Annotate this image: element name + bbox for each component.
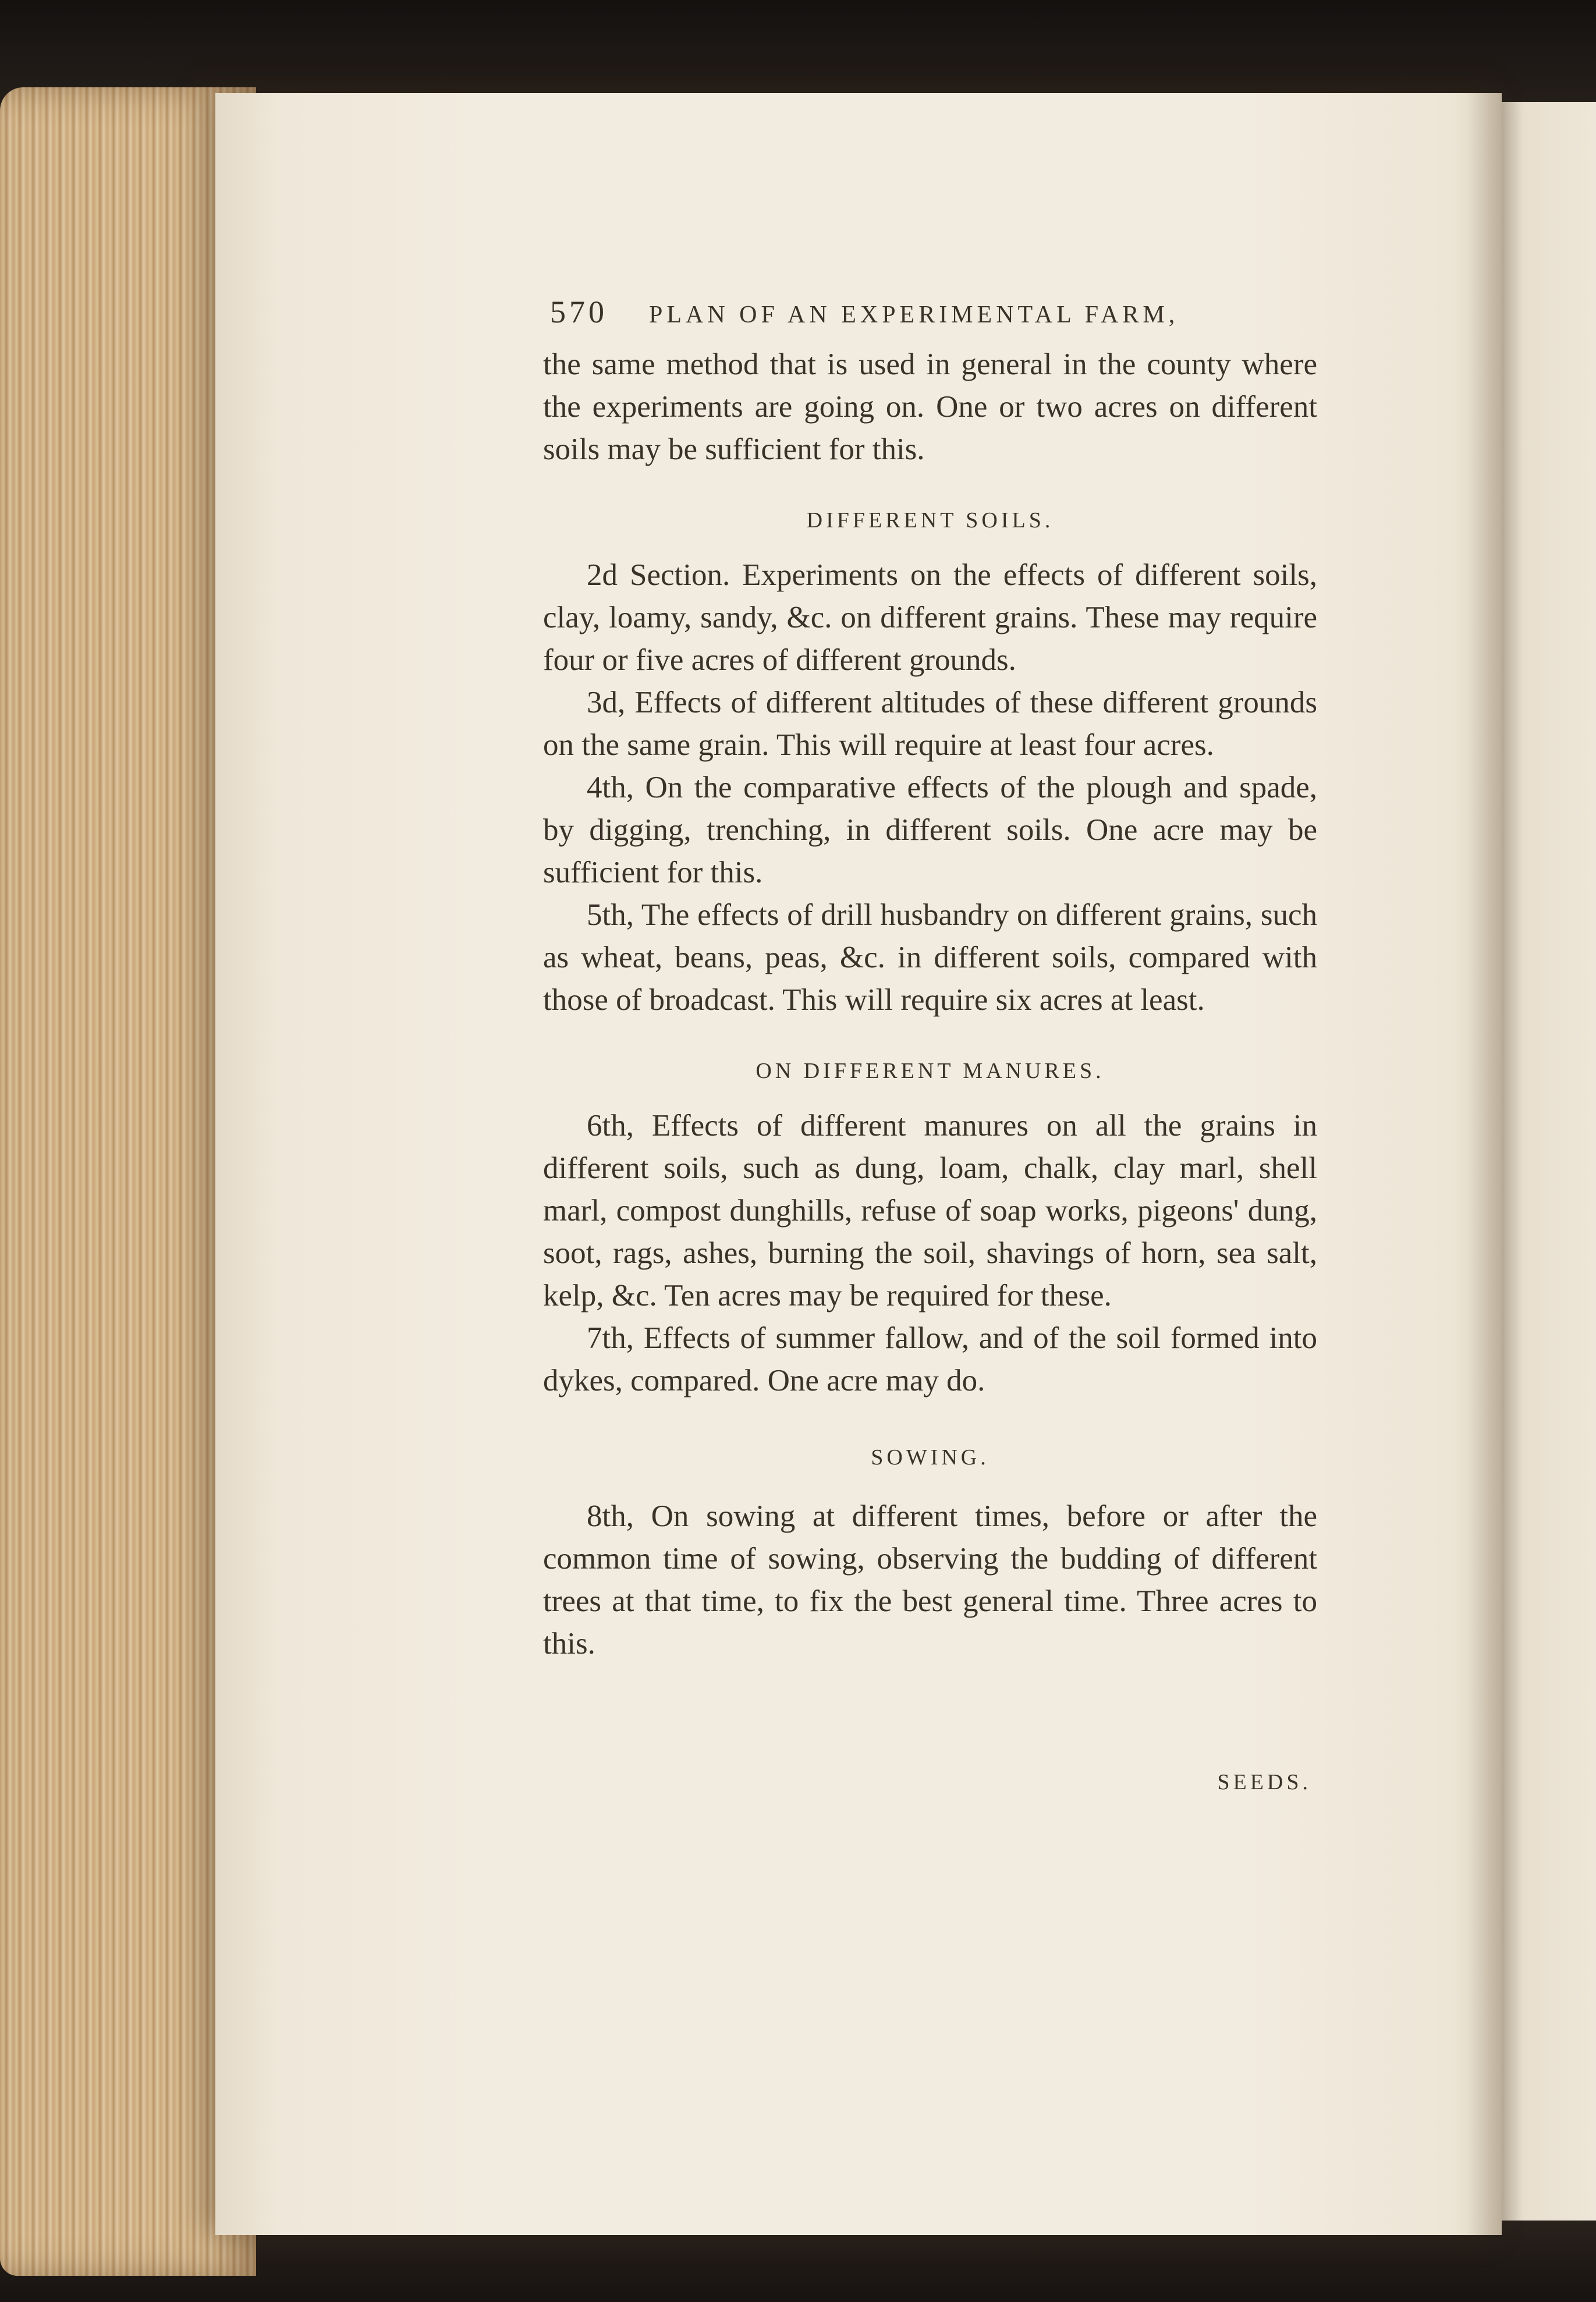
paragraph-section-8: 8th, On sowing at different times, before or after the common time of sowing, observing the budding of different trees at that time, to fix the best general time. Three acres to this.: [543, 1499, 1317, 1661]
gutter-shadow: [1467, 93, 1502, 2235]
page-text-block: [543, 291, 1317, 1804]
catchword: SEEDS.: [1217, 1770, 1311, 1794]
paragraph-section-4: 4th, On the comparative effects of the plough and spade, by digging, trenching, in different soils. One acre may be sufficient for this.: [543, 771, 1317, 889]
paragraph-section-3: 3d, Effects of different altitudes of these different grounds on the same grain. This will require at least four acres.: [543, 686, 1317, 762]
heading-different-soils: DIFFERENT SOILS.: [806, 508, 1054, 533]
paragraph-section-6: 6th, Effects of different manures on all the grains in different soils, such as dung, loam, chalk, clay marl, shell marl, compost dunghills, refuse of soap works, pigeons' dung, soot, rags, ashes, burning the soil, shavings of horn, sea salt, kelp, &c. Ten acres may be required for these.: [543, 1109, 1317, 1313]
page-number: 570: [550, 295, 608, 329]
paragraph-section-7: 7th, Effects of summer fallow, and of the soil formed into dykes, compared. One acre may do.: [543, 1321, 1317, 1397]
paragraph-section-5: 5th, The effects of drill husbandry on different grains, such as wheat, beans, peas, &c. in different soils, compared with those of broadcast. This will require six acres at least.: [543, 898, 1317, 1017]
running-head: [543, 291, 1317, 338]
running-title: PLAN OF AN EXPERIMENTAL FARM,: [649, 302, 1179, 328]
paragraph-section-2: 2d Section. Experiments on the effects of different soils, clay, loamy, sandy, &c. on different grains. These may require four or five acres of different grounds.: [543, 558, 1317, 677]
heading-sowing: SOWING.: [871, 1445, 989, 1470]
facing-page-edge: [1499, 102, 1596, 2221]
heading-different-manures: ON DIFFERENT MANURES.: [756, 1059, 1105, 1083]
opening-paragraph: the same method that is used in general in the county where the experiments are going on. One or two acres on different soils may be sufficient for this.: [543, 347, 1317, 466]
